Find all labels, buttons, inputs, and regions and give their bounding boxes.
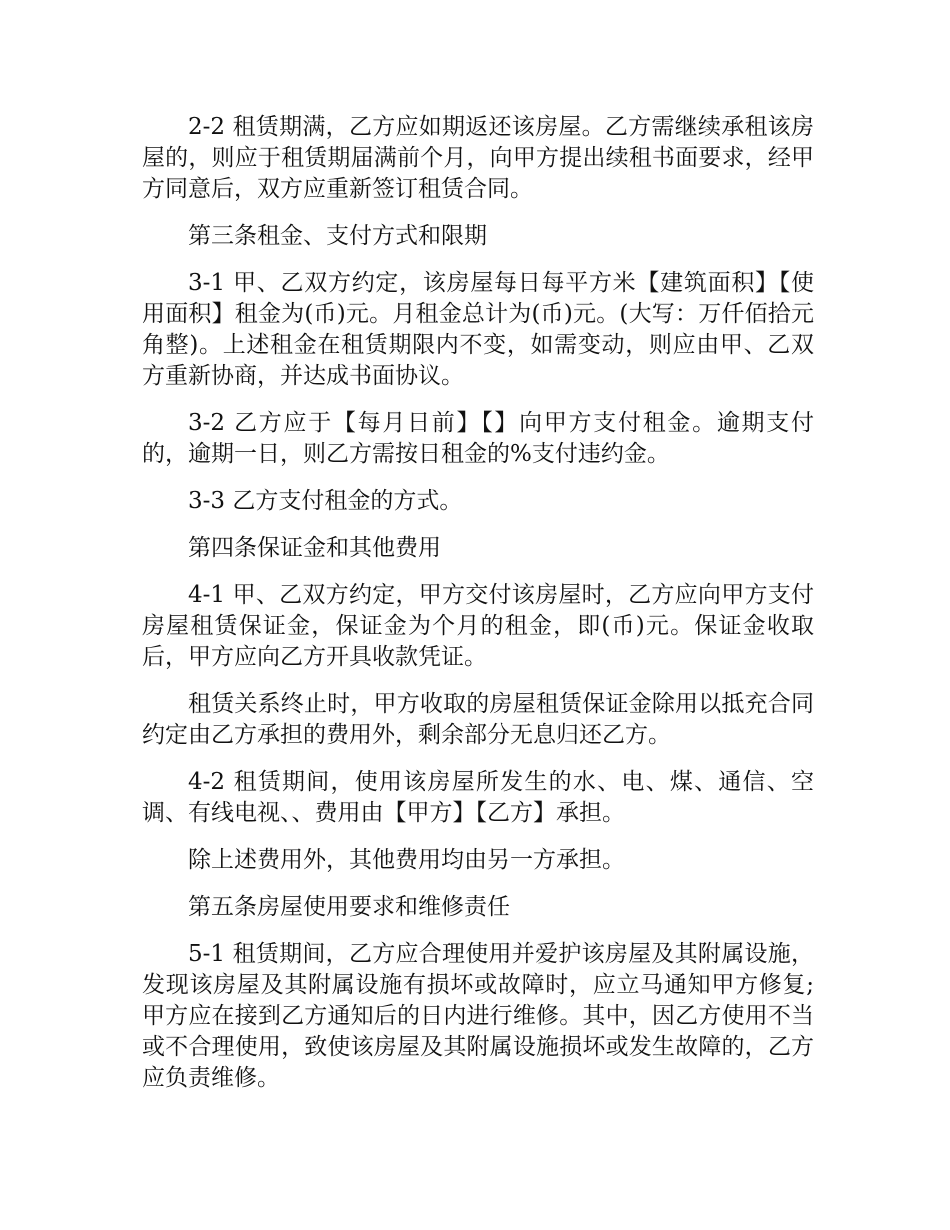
deposit-return-paragraph: 租赁关系终止时，甲方收取的房屋租赁保证金除用以抵充合同约定由乙方承担的费用外，剩余部分无息归还乙方。 — [142, 691, 814, 748]
clause-3-2-paragraph: 3-2 乙方应于【每月日前】【】向甲方支付租金。逾期支付的，逾期一日，则乙方需按日租金的%支付违约金。 — [142, 410, 814, 467]
article-5-heading: 第五条房屋使用要求和维修责任 — [188, 894, 510, 920]
clause-4-1-paragraph: 4-1 甲、乙双方约定，甲方交付该房屋时，乙方应向甲方支付房屋租赁保证金，保证金为个月的租金，即(币)元。保证金收取后，甲方应向乙方开具收款凭证。 — [142, 582, 814, 670]
article-4-heading: 第四条保证金和其他费用 — [188, 535, 441, 561]
other-fees-paragraph: 除上述费用外，其他费用均由另一方承担。 — [188, 847, 625, 873]
article-3-heading: 第三条租金、支付方式和限期 — [188, 223, 487, 249]
clause-4-2-paragraph: 4-2 租赁期间，使用该房屋所发生的水、电、煤、通信、空调、有线电视、、费用由【甲方】【乙方】承担。 — [142, 769, 814, 826]
clause-5-1-paragraph: 5-1 租赁期间，乙方应合理使用并爱护该房屋及其附属设施，发现该房屋及其附属设施有损坏或故障时，应立马通知甲方修复;甲方应在接到乙方通知后的日内进行维修。其中，因乙方使用不当或不合理使用，致使该房屋及其附属设施损坏或发生故障的，乙方应负责维修。 — [142, 941, 814, 1091]
clause-3-1-paragraph: 3-1 甲、乙双方约定，该房屋每日每平方米【建筑面积】【使用面积】租金为(币)元。月租金总计为(币)元。(大写：万仟佰拾元角整)。上述租金在租赁期限内不变，如需变动，则应由甲、乙双方重新协商，并达成书面协议。 — [142, 270, 814, 389]
clause-3-3-paragraph: 3-3 乙方支付租金的方式。 — [188, 488, 463, 514]
document-page — [142, 112, 814, 1110]
clause-2-2-paragraph: 2-2 租赁期满，乙方应如期返还该房屋。乙方需继续承租该房屋的，则应于租赁期届满前个月，向甲方提出续租书面要求，经甲方同意后，双方应重新签订租赁合同。 — [142, 114, 814, 202]
